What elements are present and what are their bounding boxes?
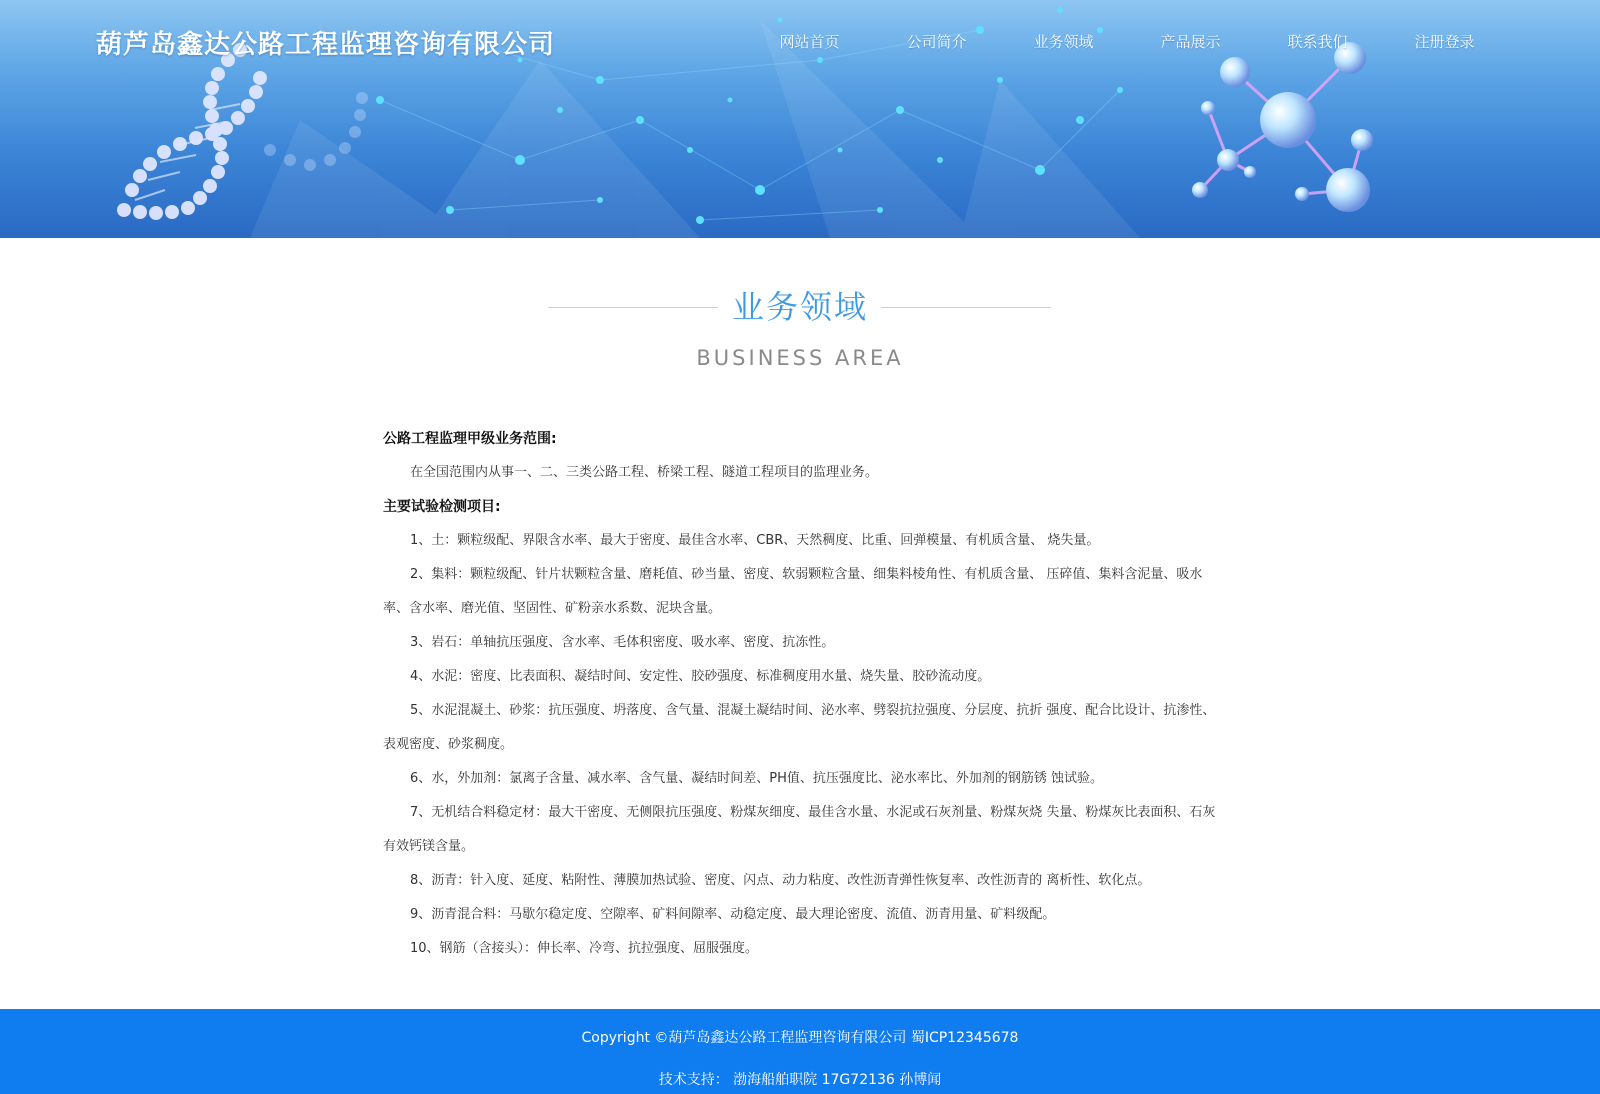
site-title: 葫芦岛鑫达公路工程监理咨询有限公司 — [96, 30, 556, 60]
test-item: 10、钢筋（含接头）：伸长率、冷弯、抗拉强度、屈服强度。 — [410, 941, 759, 956]
heading-divider-right — [881, 307, 1051, 308]
scope-text: 在全国范围内从事一、二、三类公路工程、桥梁工程、隧道工程项目的监理业务。 — [410, 465, 879, 480]
nav-item-home[interactable]: 网站首页 — [779, 33, 840, 51]
footer-tech-support: 技术支持： 渤海船舶职院 17G72136 孙博闻 — [658, 1072, 942, 1088]
test-item: 2、集料：颗粒级配、针片状颗粒含量、磨耗值、砂当量、密度、软弱颗粒含量、细集料棱角性、有机质含量、 压碎值、集料含泥量、吸水率、含水率、磨光值、坚固性、矿粉亲水系数、泥块含量。 — [383, 567, 1203, 616]
test-item: 9、沥青混合料：马歇尔稳定度、空隙率、矿料间隙率、动稳定度、最大理论密度、流值、沥青用量、矿料级配。 — [410, 907, 1056, 922]
heading-divider-left — [548, 307, 718, 308]
test-item: 3、岩石：单轴抗压强度、含水率、毛体积密度、吸水率、密度、抗冻性。 — [410, 635, 835, 650]
main-nav — [746, 30, 1508, 54]
tests-heading: 主要试验检测项目: — [383, 499, 501, 515]
section-heading — [0, 282, 1600, 370]
scope-heading: 公路工程监理甲级业务范围: — [383, 431, 557, 447]
section-title-en: BUSINESS AREA — [696, 346, 904, 370]
footer — [0, 1009, 1600, 1094]
test-item: 8、沥青：针入度、延度、粘附性、薄膜加热试验、密度、闪点、动力粘度、改性沥青弹性恢复率、改性沥青的 离析性、软化点。 — [410, 873, 1151, 888]
nav-item-contact[interactable]: 联系我们 — [1287, 33, 1348, 51]
nav-item-business[interactable]: 业务领域 — [1033, 33, 1094, 51]
header-banner — [0, 0, 1600, 238]
nav-item-products[interactable]: 产品展示 — [1160, 33, 1221, 51]
test-item: 1、土：颗粒级配、界限含水率、最大于密度、最佳含水率、CBR、天然稠度、比重、回弹模量、有机质含量、 烧失量。 — [410, 533, 1100, 548]
nav-item-about[interactable]: 公司简介 — [906, 33, 967, 51]
business-content — [383, 422, 1218, 966]
test-item: 4、水泥：密度、比表面积、凝结时间、安定性、胶砂强度、标准稠度用水量、烧失量、胶砂流动度。 — [410, 669, 991, 684]
test-item: 6、水，外加剂：氯离子含量、减水率、含气量、凝结时间差、PH值、抗压强度比、泌水率比、外加剂的钢筋锈 蚀试验。 — [410, 771, 1104, 786]
footer-copyright: Copyright ©葫芦岛鑫达公路工程监理咨询有限公司 蜀ICP12345678 — [581, 1030, 1019, 1046]
test-item: 5、水泥混凝土、砂浆：抗压强度、坍落度、含气量、混凝土凝结时间、泌水率、劈裂抗拉强度、分层度、抗折 强度、配合比设计、抗渗性、表观密度、砂浆稠度。 — [383, 703, 1216, 752]
nav-item-login[interactable]: 注册登录 — [1414, 33, 1475, 51]
test-item: 7、无机结合料稳定材：最大干密度、无侧限抗压强度、粉煤灰细度、最佳含水量、水泥或石灰剂量、粉煤灰烧 失量、粉煤灰比表面积、石灰有效钙镁含量。 — [383, 805, 1216, 854]
section-title-cn: 业务领域 — [731, 288, 868, 326]
